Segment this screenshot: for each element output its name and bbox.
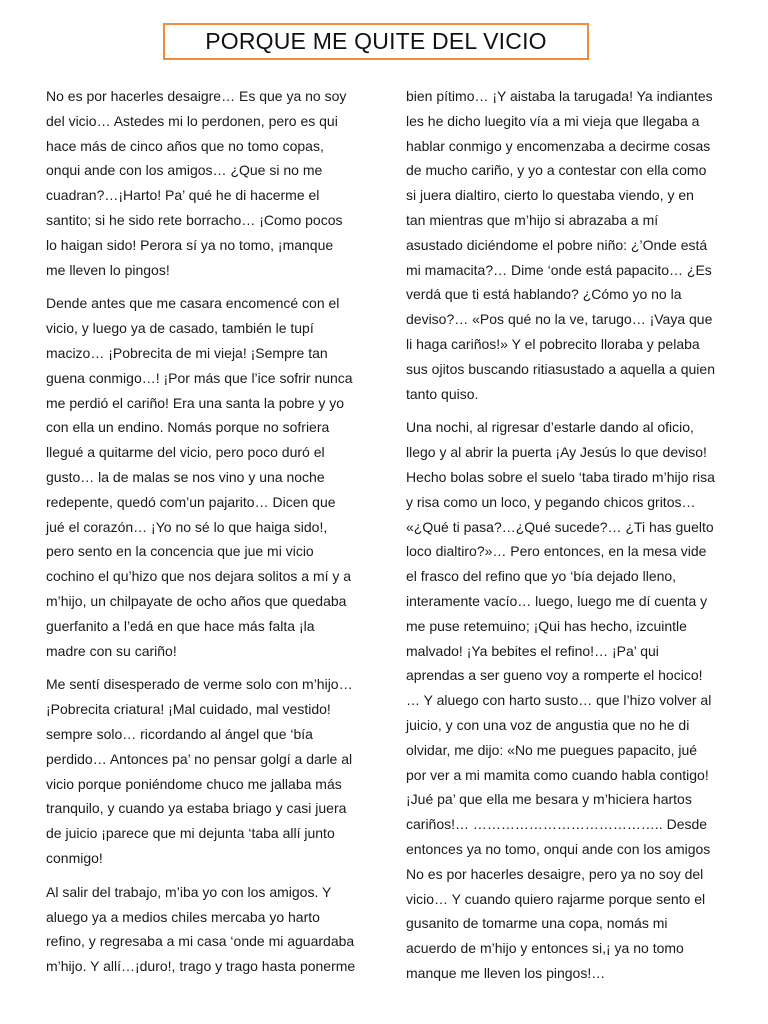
text-line: el frasco del refino que yo ‘bía dejado lleno,	[406, 568, 677, 585]
text-line: me puse retemuino; ¡Qui has hecho, izcuintle	[406, 617, 687, 634]
paragraph	[46, 880, 366, 979]
text-line: guena conmigo…! ¡Por más que l’ice sofrir nunca	[46, 369, 353, 386]
paragraph	[46, 291, 366, 663]
text-line: me lleven lo pingos!	[46, 261, 170, 278]
left-column	[46, 84, 366, 988]
text-line: sempre solo… ricordando al ángel que ‘bía	[46, 725, 313, 742]
text-line: lo haigan sido! Perora sí ya no tomo, ¡manque	[46, 236, 334, 253]
text-line: vicio, y luego ya de casado, también le tupí	[46, 320, 314, 337]
text-line: li haga cariños!» Y el pobrecito lloraba y pelaba	[406, 335, 700, 352]
text-line: cuadran?…¡Harto! Pa’ qué he di hacerme el	[46, 187, 320, 204]
text-line: entonces ya no tomo, onqui ande con los amigos	[406, 840, 711, 857]
paragraph	[46, 84, 366, 282]
text-line: me perdió el cariño! Era una santa la pobre y yo	[46, 394, 345, 411]
text-line: vicio… Y cuando quiero rajarme porque sento el	[406, 890, 706, 907]
text-line: del vicio… Astedes mi lo perdonen, pero es qui	[46, 112, 338, 129]
text-line: madre con su cariño!	[46, 642, 177, 659]
text-line: tanto quiso.	[406, 385, 479, 402]
text-line: No es por hacerles desaigre… Es que ya no soy	[46, 88, 347, 104]
text-line: tranquilo, y cuando ya estaba briago y casi juera	[46, 800, 347, 817]
text-line: de juicio ¡parece que mi dejunta ‘taba allí junto	[46, 825, 335, 842]
text-line: aprendas a ser gueno voy a romperte el hocico!	[406, 667, 703, 684]
text-line: hablar conmigo y encomenzaba a decirme cosas	[406, 137, 711, 154]
text-line: macizo… ¡Pobrecita de mi vieja! ¡Sempre tan	[46, 344, 328, 361]
text-line: acuerdo de m’hijo y entonces si,¡ ya no tomo	[406, 940, 684, 957]
text-line: jué el corazón… ¡Yo no sé lo que haiga sido!,	[46, 518, 328, 535]
text-line: ¡Jué pa’ que ella me besara y m’hiciera hartos	[406, 791, 692, 808]
text-line: llego y al abrir la puerta ¡Ay Jesús lo que deviso!	[406, 444, 707, 461]
text-line: ¡Pobrecita criatura! ¡Mal cuidado, mal vestido!	[46, 701, 331, 718]
text-line: cochino el qu’hizo que nos dejara solitos a mí y a	[46, 568, 352, 585]
text-line: Al salir del trabajo, m’iba yo con los amigos. Y	[46, 883, 332, 900]
text-line: refino, y regresaba a mi casa ‘onde mi aguardaba	[46, 933, 355, 950]
text-line: «¿Qué ti pasa?…¿Qué sucede?… ¿Ti has guelto	[406, 518, 714, 535]
text-line: Dende antes que me casara encomencé con el	[46, 295, 340, 312]
text-line: tan mientras que m’hijo si abrazaba a mí	[406, 211, 659, 228]
paragraph	[46, 672, 366, 870]
text-line: cariños!… ………………………………….. Desde	[406, 816, 708, 833]
paragraph	[406, 84, 726, 406]
text-line: loco dialtiro?»… Pero entonces, en la mesa vide	[406, 543, 707, 560]
text-line: santito; si he sido rete borracho… ¡Como pocos	[46, 211, 343, 228]
text-line: onqui ande con los amigos… ¿Que si no me	[46, 162, 323, 179]
text-line: hace más de cinco años que no tomo copas,	[46, 137, 324, 154]
text-line: de mucho cariño, y yo a contestar con ella como	[406, 162, 707, 179]
paragraph	[406, 415, 726, 985]
text-line: vicio porque poniéndome chuco me jallaba más	[46, 775, 342, 792]
text-line: con ella un endino. Nomás porque no sofriera	[46, 419, 330, 436]
text-line: guerfanito a l’edá en que hace más falta ¡la	[46, 617, 315, 634]
text-line: si juera dialtiro, cierto lo questaba viendo, y en	[406, 187, 694, 204]
text-line: por ver a mi mamita como cuando habla contigo!	[406, 766, 709, 783]
text-line: Una nochi, al rigresar d’estarle dando al oficio,	[406, 419, 694, 436]
text-line: … Y aluego con harto susto… que l’hizo volver al	[406, 692, 712, 709]
text-line: pero sento en la concencia que jue mi vicio	[46, 543, 314, 560]
text-line: juicio, y con una voz de angustia que no he di	[406, 716, 690, 733]
text-line: perdido… Antonces pa’ no pensar golgí a darle al	[46, 750, 353, 767]
text-line: sus ojitos buscando ritiasustado a aquella a quien	[406, 360, 715, 377]
text-line: llegué a quitarme del vicio, pero poco duró el	[46, 444, 325, 461]
text-line: les he dicho luegito vía a mi vieja que llegaba a	[406, 112, 700, 129]
text-line: gusanito de tomarme una copa, nomás mi	[406, 915, 668, 932]
text-line: verdá que ti está hablando? ¿Cómo yo no la	[406, 286, 682, 303]
text-line: m’hijo. Y allí…¡duro!, trago y trago hasta ponerme	[46, 958, 356, 975]
text-line: Hecho bolas sobre el suelo ‘taba tirado m’hijo risa	[406, 468, 715, 485]
right-column	[406, 84, 726, 995]
text-line: aluego ya a medios chiles mercaba yo harto	[46, 908, 320, 925]
text-line: redepente, quedó com’un pajarito… Dicen que	[46, 493, 336, 510]
text-line: y risa como un loco, y pegando chicos gritos…	[406, 493, 696, 510]
text-line: asustado diciéndome el pobre niño: ¿’Onde está	[406, 236, 708, 253]
text-line: olvidar, me dijo: «No me puegues papacito, jué	[406, 741, 698, 758]
text-line: m’hijo, un chilpayate de ocho años que quedaba	[46, 592, 347, 609]
text-line: deviso?… «Pos qué no la ve, tarugo… ¡Vaya que	[406, 311, 713, 328]
text-line: bien pítimo… ¡Y aistaba la tarugada! Ya indiantes	[406, 88, 713, 104]
text-line: manque me lleven los pingos!…	[406, 964, 606, 981]
text-line: Me sentí disesperado de verme solo con m’hijo…	[46, 676, 353, 693]
text-line: gusto… la de malas se nos vino y una noche	[46, 468, 325, 485]
text-line: No es por hacerles desaigre, pero ya no soy del	[406, 865, 704, 882]
page-title: PORQUE ME QUITE DEL VICIO	[205, 28, 547, 54]
title-box	[163, 23, 589, 60]
text-line: malvado! ¡Ya bebites el refino!… ¡Pa’ qui	[406, 642, 659, 659]
text-line: mi mamacita?… Dime ‘onde está papacito… ¿Es	[406, 261, 712, 278]
text-line: conmigo!	[46, 849, 103, 866]
text-line: interamente vacío… luego, luego me dí cuenta y	[406, 592, 708, 609]
